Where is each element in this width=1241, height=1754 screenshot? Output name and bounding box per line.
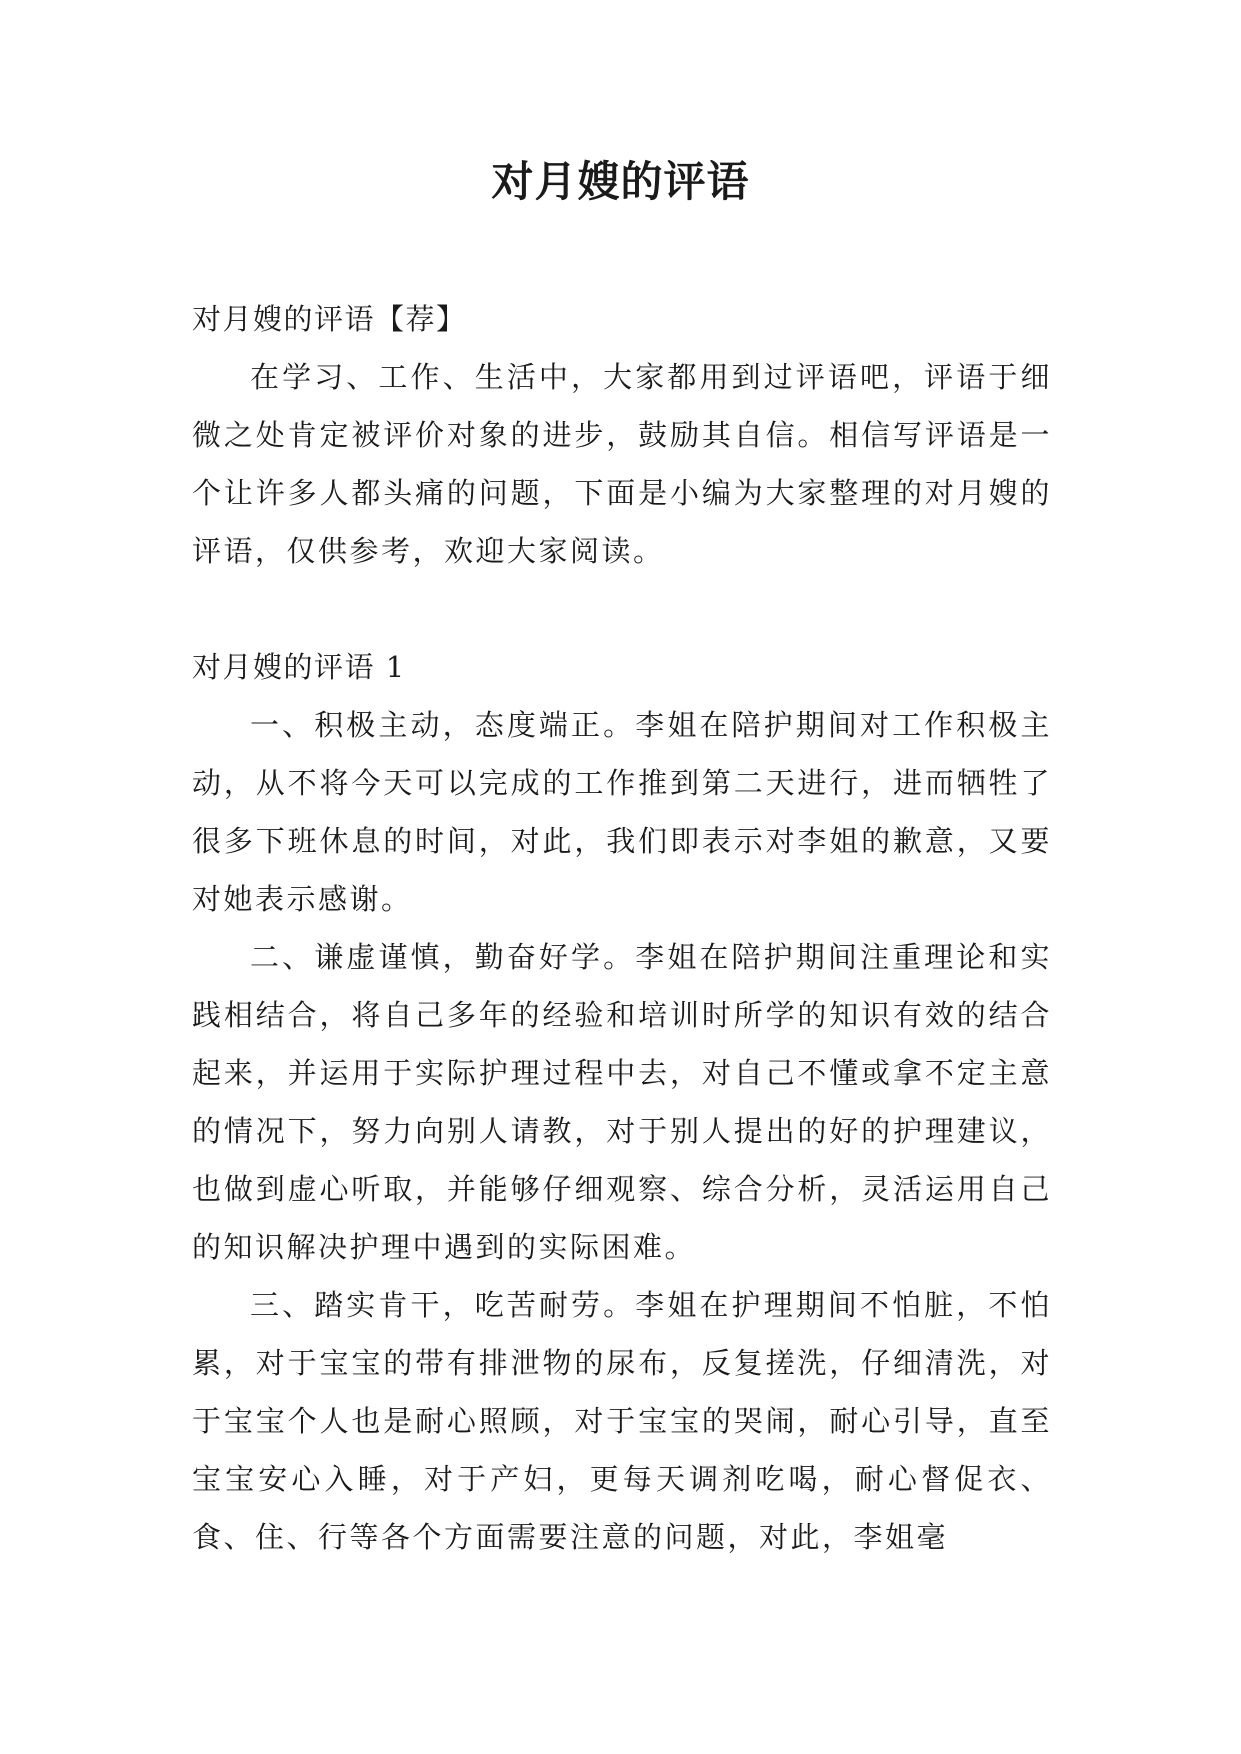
intro-paragraph: 在学习、工作、生活中，大家都用到过评语吧，评语于细微之处肯定被评价对象的进步，鼓励其自信。相信写评语是一个让许多人都头痛的问题，下面是小编为大家整理的对月嫂的评语，仅供参考，欢迎大家阅读。	[192, 360, 1052, 568]
paragraph-spacer	[192, 580, 1052, 638]
document-body	[192, 290, 1052, 1566]
section-heading: 对月嫂的评语 1	[192, 650, 406, 684]
body-paragraph-1: 一、积极主动，态度端正。李姐在陪护期间对工作积极主动，从不将今天可以完成的工作推到第二天进行，进而牺牲了很多下班休息的时间，对此，我们即表示对李姐的歉意，又要对她表示感谢。	[192, 708, 1052, 916]
body-paragraph-2: 二、谦虚谨慎，勤奋好学。李姐在陪护期间注重理论和实践相结合，将自己多年的经验和培训时所学的知识有效的结合起来，并运用于实际护理过程中去，对自己不懂或拿不定主意的情况下，努力向别人请教，对于别人提出的好的护理建议，也做到虚心听取，并能够仔细观察、综合分析，灵活运用自己的知识解决护理中遇到的实际困难。	[192, 940, 1052, 1264]
document-title: 对月嫂的评语	[491, 157, 750, 206]
body-paragraph-3: 三、踏实肯干，吃苦耐劳。李姐在护理期间不怕脏，不怕累，对于宝宝的带有排泄物的尿布，反复搓洗，仔细清洗，对于宝宝个人也是耐心照顾，对于宝宝的哭闹，耐心引导，直至宝宝安心入睡，对于产妇，更每天调剂吃喝，耐心督促衣、食、住、行等各个方面需要注意的问题，对此，李姐毫	[192, 1288, 1052, 1554]
document-subtitle: 对月嫂的评语【荐】	[192, 302, 467, 336]
